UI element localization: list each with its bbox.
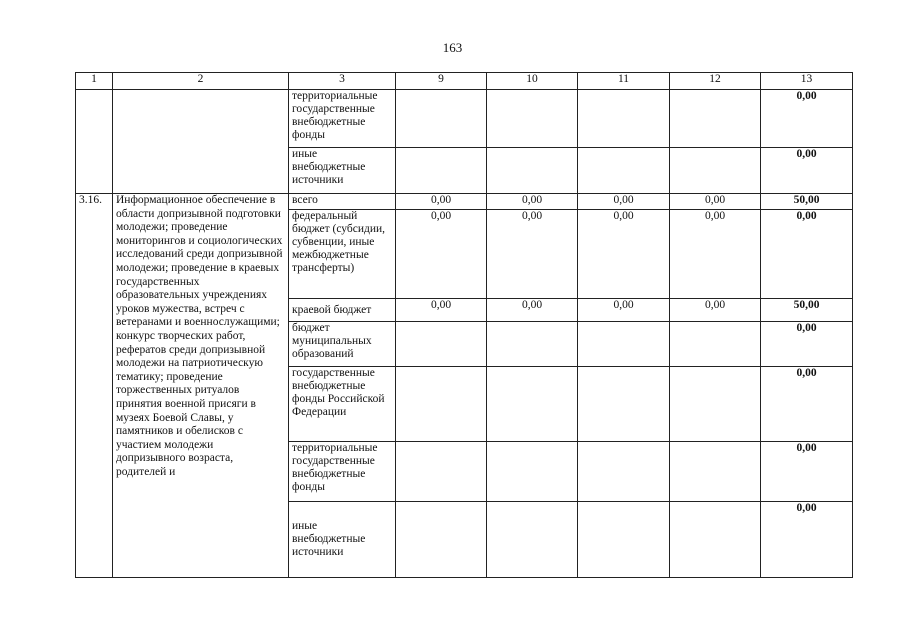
value-cell <box>396 322 487 367</box>
value-cell: 0,00 <box>396 299 487 322</box>
funding-source: государственные внебюджетные фонды Российской Федерации <box>289 367 396 442</box>
value-cell <box>396 442 487 502</box>
column-header: 12 <box>670 73 761 90</box>
value-cell: 0,00 <box>396 210 487 299</box>
empty-code-cell <box>76 90 113 194</box>
funding-source: федеральный бюджет (субсидии, субвенции, иные межбюджетные трансферты) <box>289 210 396 299</box>
value-cell <box>578 90 670 148</box>
value-cell <box>487 367 578 442</box>
funding-source: иные внебюджетные источники <box>289 148 396 194</box>
value-cell: 0,00 <box>487 210 578 299</box>
value-cell: 0,00 <box>670 210 761 299</box>
value-cell <box>396 367 487 442</box>
total-cell: 0,00 <box>761 322 853 367</box>
value-cell <box>670 367 761 442</box>
funding-source: краевой бюджет <box>289 299 396 322</box>
column-header: 11 <box>578 73 670 90</box>
value-cell: 0,00 <box>670 194 761 210</box>
value-cell <box>487 148 578 194</box>
item-code: 3.16. <box>76 194 113 578</box>
empty-description-cell <box>113 90 289 194</box>
total-cell: 0,00 <box>761 367 853 442</box>
value-cell <box>487 90 578 148</box>
item-description: Информационное обеспечение в области допризывной подготовки молодежи; проведение мониторингов и социологических исследований среди допризывной молодежи; проведение в краевых государственных образовательных учреждениях уроков мужества, встреч с ветеранами и военнослужащими; конкурс творческих работ, рефератов среди допризывной молодежи на патриотическую тематику; проведение торжественных ритуалов принятия военной присяги в музеях Боевой Славы, у памятников и обелисков с участием молодежи допризывного возраста, родителей и <box>113 194 289 578</box>
page-number: 163 <box>442 40 463 55</box>
funding-source: иные внебюджетные источники <box>289 502 396 578</box>
value-cell <box>487 442 578 502</box>
value-cell <box>670 90 761 148</box>
value-cell: 0,00 <box>487 299 578 322</box>
value-cell <box>578 367 670 442</box>
value-cell <box>578 148 670 194</box>
value-cell <box>396 502 487 578</box>
column-header: 3 <box>289 73 396 90</box>
value-cell <box>487 322 578 367</box>
table-row <box>76 90 853 148</box>
funding-source: бюджет муниципальных образований <box>289 322 396 367</box>
funding-source: всего <box>289 194 396 210</box>
value-cell <box>670 322 761 367</box>
value-cell: 0,00 <box>396 194 487 210</box>
value-cell <box>578 502 670 578</box>
value-cell <box>670 442 761 502</box>
total-cell: 50,00 <box>761 194 853 210</box>
table-row <box>76 194 853 210</box>
total-cell: 0,00 <box>761 210 853 299</box>
column-header: 10 <box>487 73 578 90</box>
header-row <box>76 73 853 90</box>
value-cell: 0,00 <box>670 299 761 322</box>
value-cell <box>578 322 670 367</box>
value-cell <box>396 90 487 148</box>
value-cell <box>487 502 578 578</box>
total-cell: 0,00 <box>761 502 853 578</box>
total-cell: 0,00 <box>761 90 853 148</box>
budget-table <box>75 72 853 578</box>
column-header: 2 <box>113 73 289 90</box>
value-cell: 0,00 <box>578 210 670 299</box>
total-cell: 0,00 <box>761 148 853 194</box>
value-cell: 0,00 <box>487 194 578 210</box>
value-cell <box>578 442 670 502</box>
value-cell <box>670 148 761 194</box>
column-header: 1 <box>76 73 113 90</box>
value-cell <box>670 502 761 578</box>
total-cell: 50,00 <box>761 299 853 322</box>
total-cell: 0,00 <box>761 442 853 502</box>
column-header: 13 <box>761 73 853 90</box>
value-cell: 0,00 <box>578 299 670 322</box>
funding-source: территориальные государственные внебюджетные фонды <box>289 90 396 148</box>
column-header: 9 <box>396 73 487 90</box>
value-cell: 0,00 <box>578 194 670 210</box>
value-cell <box>396 148 487 194</box>
funding-source: территориальные государственные внебюджетные фонды <box>289 442 396 502</box>
